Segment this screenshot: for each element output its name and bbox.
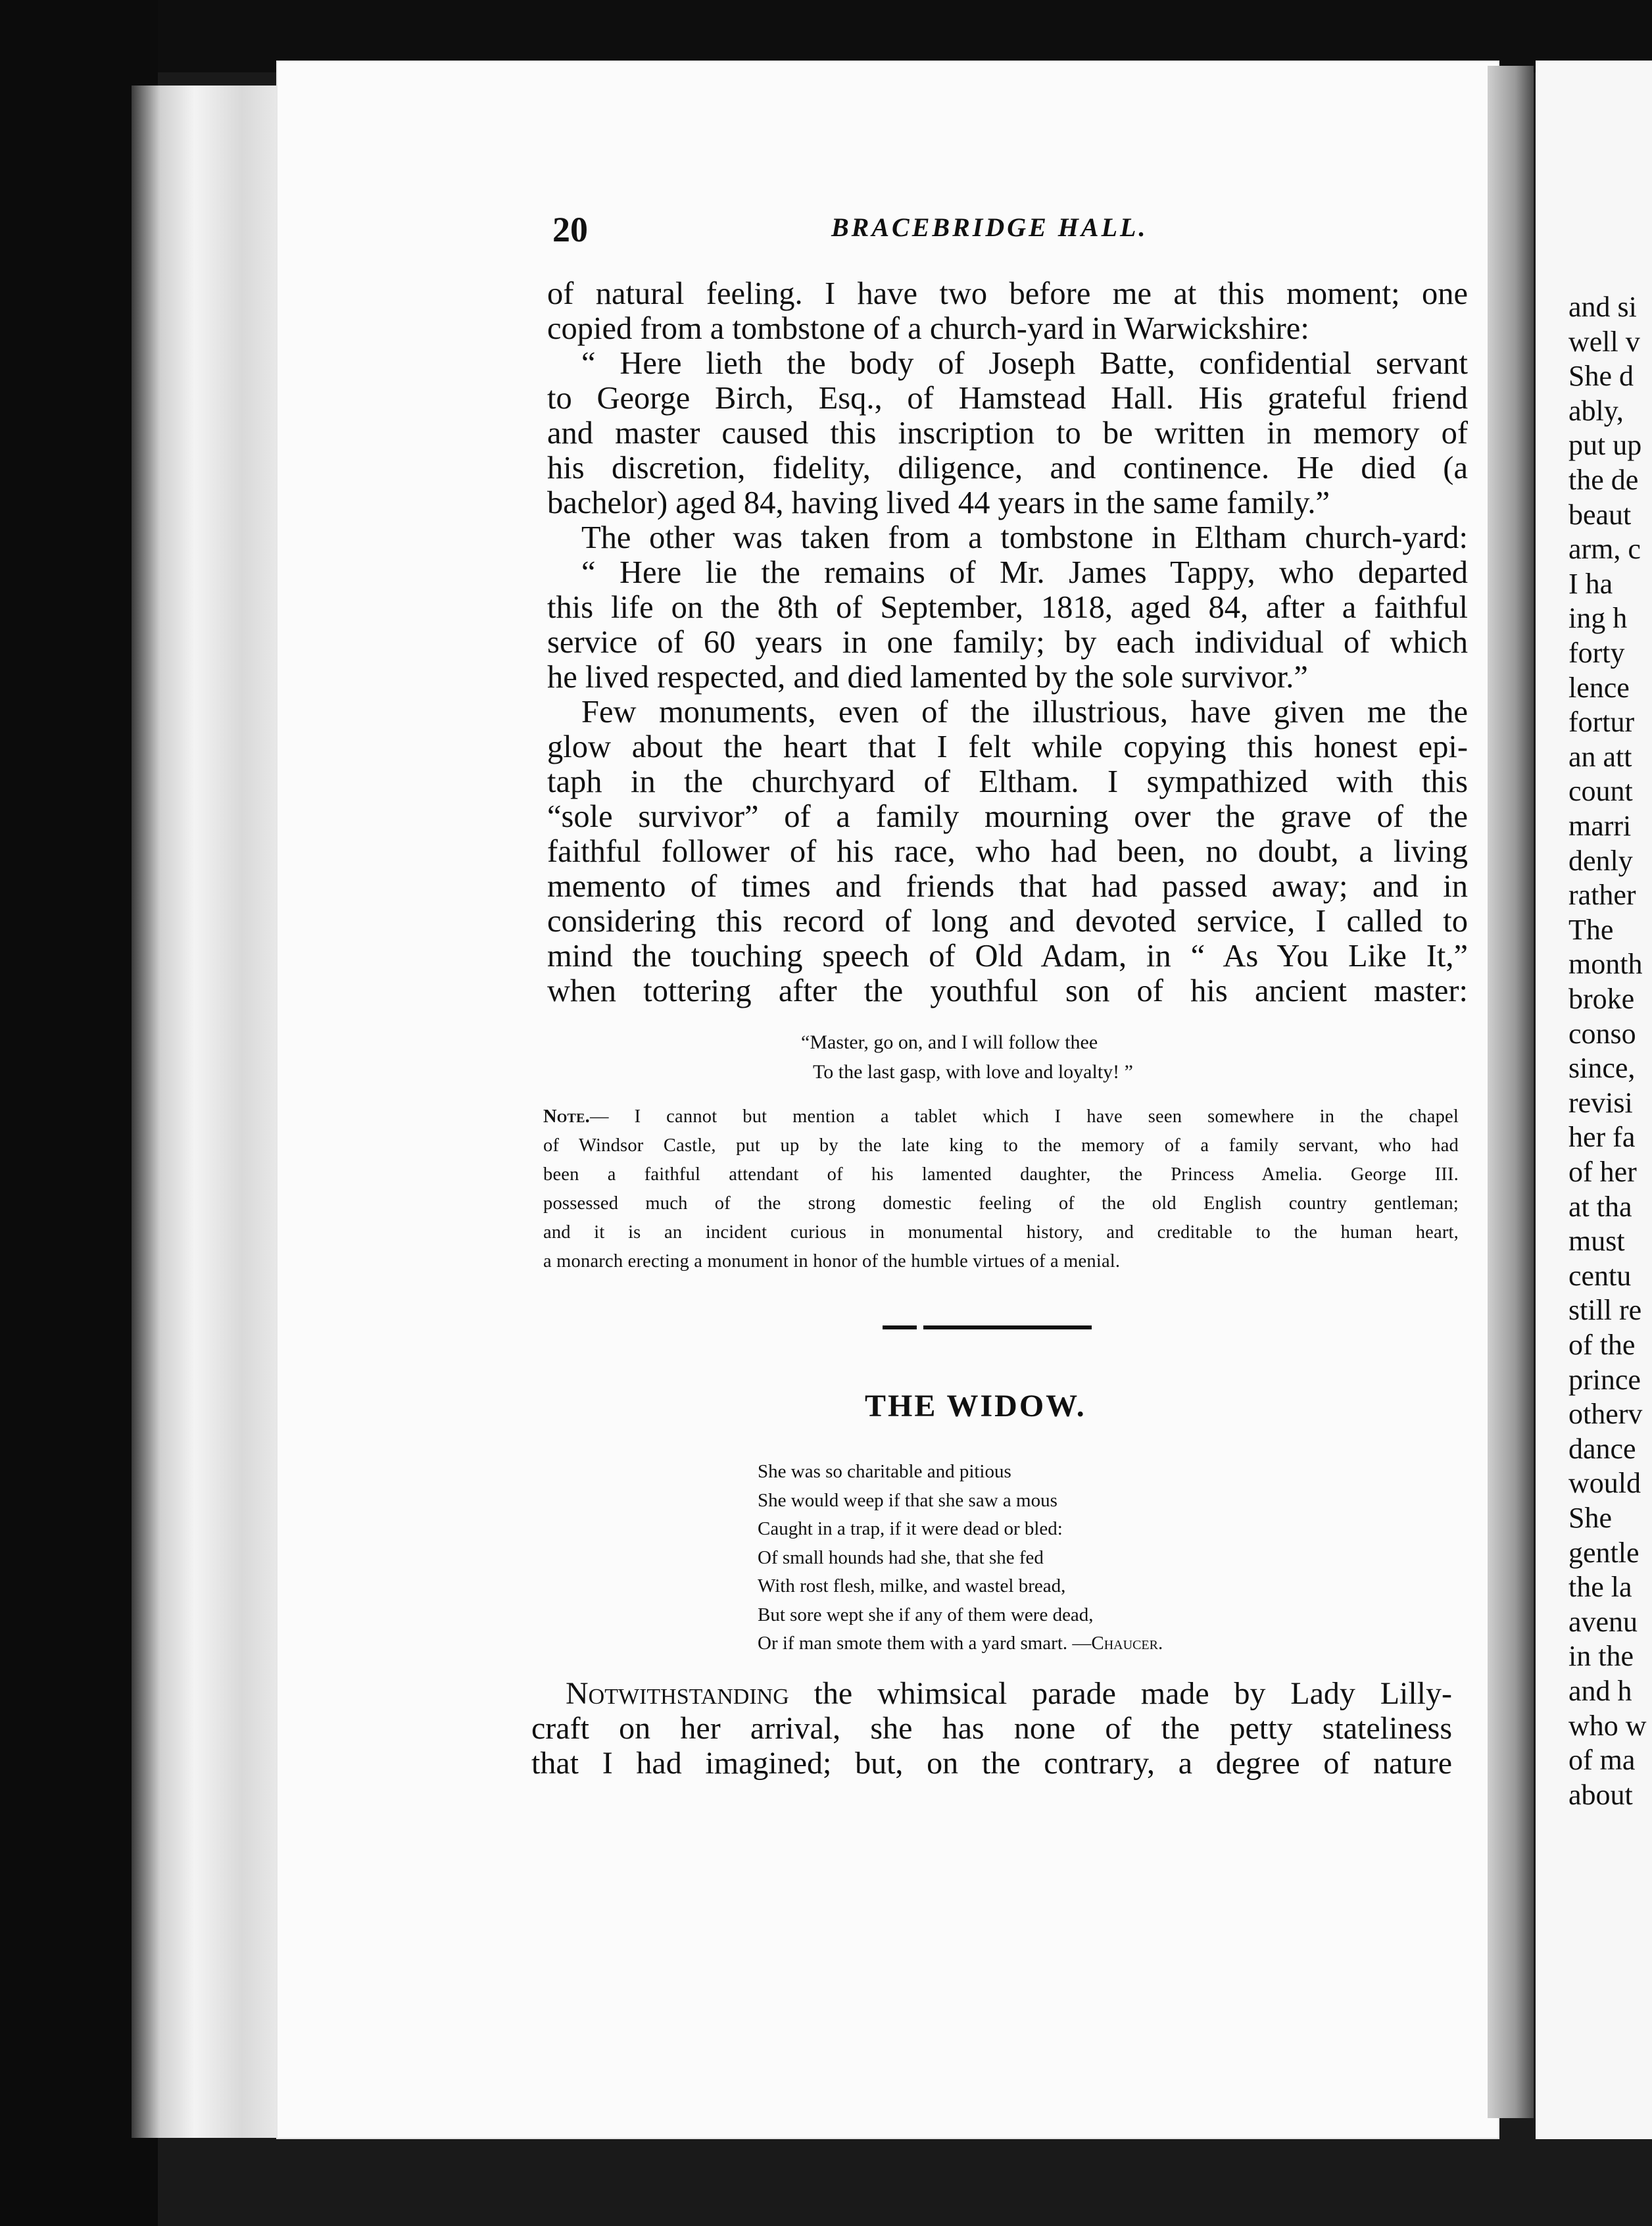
body-line: memento of times and friends that had passed away; and in: [547, 869, 1468, 904]
facing-page-line: centu: [1568, 1259, 1632, 1292]
facing-page-line: of the: [1568, 1329, 1636, 1361]
running-title: BRACEBRIDGE HALL.: [831, 212, 1148, 242]
epigraph-line: Of small hounds had she, that she fed: [758, 1546, 1044, 1568]
section-divider-long: [923, 1325, 1092, 1329]
body-line: glow about the heart that I felt while copying this honest epi-: [547, 730, 1468, 764]
body-line: “sole survivor” of a family mourning over the grave of the: [547, 799, 1468, 834]
epigraph-line: With rost flesh, milke, and wastel bread,: [758, 1575, 1066, 1596]
facing-page-line: broke: [1568, 983, 1635, 1015]
opening-line: that I had imagined; but, on the contrary, a degree of nature: [531, 1746, 1452, 1781]
book-spine: [132, 86, 289, 2138]
facing-page-line: avenu: [1568, 1605, 1638, 1638]
chapter-opening: [531, 1676, 1452, 1781]
body-line: Few monuments, even of the illustrious, have given me the: [581, 695, 1468, 730]
facing-page-line: in the: [1568, 1640, 1634, 1673]
note-line: and it is an incident curious in monumental history, and creditable to the human heart,: [543, 1222, 1459, 1243]
quoted-verse: [801, 1027, 1301, 1087]
facing-page-line: count: [1568, 775, 1633, 808]
epigraph-line: [758, 1629, 1349, 1658]
body-line: copied from a tombstone of a church-yard in Warwickshire:: [547, 311, 1309, 346]
body-line: The other was taken from a tombstone in Eltham church-yard:: [581, 520, 1468, 555]
running-header: [552, 209, 1460, 249]
facing-page-line: at tha: [1568, 1190, 1632, 1223]
facing-page-line: She d: [1568, 360, 1634, 393]
body-line: considering this record of long and devoted service, I called to: [547, 904, 1468, 939]
facing-page-line: would: [1568, 1467, 1641, 1500]
body-line: his discretion, fidelity, diligence, and continence. He died (a: [547, 451, 1468, 485]
facing-page-line: otherv: [1568, 1398, 1643, 1431]
page-number: 20: [552, 210, 588, 249]
body-line: service of 60 years in one family; by each individual of which: [547, 625, 1468, 660]
facing-page-line: gentle: [1568, 1536, 1640, 1569]
facing-page-line: conso: [1568, 1017, 1636, 1050]
facing-page-line: dance: [1568, 1432, 1636, 1465]
body-text: [547, 276, 1468, 1008]
facing-page-line: revisi: [1568, 1086, 1633, 1119]
opening-word: Notwithstanding: [566, 1676, 789, 1711]
body-line: he lived respected, and died lamented by the sole survivor.”: [547, 660, 1308, 695]
facing-page-line: her fa: [1568, 1121, 1636, 1154]
note-line: possessed much of the strong domestic feeling of the old English country gentleman;: [543, 1193, 1459, 1214]
facing-page-line: denly: [1568, 844, 1633, 877]
facing-page-line: forty: [1568, 637, 1625, 669]
note-line: been a faithful attendant of his lamented daughter, the Princess Amelia. George III.: [543, 1164, 1459, 1185]
page-gutter-shadow: [1488, 66, 1534, 2118]
body-line: of natural feeling. I have two before me at this moment; one: [547, 276, 1468, 311]
body-line: “ Here lie the remains of Mr. James Tappy, who departed: [581, 555, 1468, 590]
facing-page-line: who w: [1568, 1709, 1647, 1742]
opening-text: the whimsical parade made by Lady Lilly-: [789, 1676, 1452, 1711]
facing-page-line: fortur: [1568, 706, 1635, 739]
note-line: [543, 1102, 1459, 1131]
facing-page-line: about: [1568, 1778, 1633, 1811]
verse-line: “Master, go on, and I will follow thee: [801, 1031, 1098, 1053]
facing-page-line: The: [1568, 913, 1614, 946]
epigraph-attribution: Chaucer.: [1091, 1633, 1163, 1654]
facing-page-line: She: [1568, 1502, 1612, 1534]
facing-page-line: of ma: [1568, 1744, 1636, 1777]
facing-page-line: well v: [1568, 325, 1640, 358]
body-line: when tottering after the youthful son of his ancient master:: [547, 974, 1468, 1008]
facing-page-line: and h: [1568, 1675, 1632, 1707]
opening-line: craft on her arrival, she has none of the petty stateliness: [531, 1711, 1452, 1746]
body-line: bachelor) aged 84, having lived 44 years in the same family.”: [547, 485, 1330, 520]
epigraph-line: She would weep if that she saw a mous: [758, 1489, 1057, 1511]
body-line: taph in the churchyard of Eltham. I sympathized with this: [547, 764, 1468, 799]
facing-page-line: must: [1568, 1225, 1625, 1258]
facing-page-line: rather: [1568, 879, 1636, 912]
facing-page-line: put up: [1568, 429, 1642, 462]
body-line: mind the touching speech of Old Adam, in “ As You Like It,”: [547, 939, 1468, 974]
facing-page-line: since,: [1568, 1052, 1636, 1085]
facing-page-line: the de: [1568, 464, 1639, 496]
facing-page-line: ing h: [1568, 602, 1628, 635]
facing-page-line: beaut: [1568, 498, 1632, 531]
body-line: this life on the 8th of September, 1818, aged 84, after a faithful: [547, 590, 1468, 625]
facing-page-line: marri: [1568, 810, 1632, 842]
facing-page-line: lence: [1568, 671, 1630, 704]
footnote: [543, 1102, 1459, 1276]
facing-page-line: I ha: [1568, 567, 1613, 600]
facing-page-line: prince: [1568, 1363, 1641, 1396]
chapter-title: THE WIDOW.: [865, 1389, 1086, 1423]
body-line: “ Here lieth the body of Joseph Batte, confidential servant: [581, 346, 1468, 381]
epigraph-line: Caught in a trap, if it were dead or bled:: [758, 1518, 1063, 1539]
facing-page-line: ably,: [1568, 394, 1624, 427]
note-label: Note.: [543, 1106, 590, 1127]
facing-page-line: still re: [1568, 1294, 1642, 1327]
verse-line: To the last gasp, with love and loyalty! ”: [813, 1061, 1133, 1083]
facing-page-line: month: [1568, 948, 1643, 981]
facing-page-line: of her: [1568, 1156, 1637, 1188]
epigraph: [758, 1458, 1349, 1658]
note-line: a monarch erecting a monument in honor of the humble virtues of a menial.: [543, 1251, 1121, 1272]
facing-page-line: and si: [1568, 291, 1637, 323]
body-line: and master caused this inscription to be written in memory of: [547, 416, 1468, 451]
facing-page-line: the la: [1568, 1571, 1632, 1604]
facing-page-line: an att: [1568, 740, 1632, 773]
note-line: of Windsor Castle, put up by the late king to the memory of a family servant, who had: [543, 1135, 1459, 1156]
epigraph-line: But sore wept she if any of them were dead,: [758, 1604, 1094, 1625]
facing-page-line: arm, c: [1568, 533, 1641, 566]
epigraph-last-text: Or if man smote them with a yard smart. —: [758, 1633, 1092, 1654]
facing-page-fragment: [1536, 61, 1652, 2139]
note-text: — I cannot but mention a tablet which I have seen somewhere in the chapel: [589, 1106, 1459, 1127]
section-divider-short: [883, 1325, 917, 1329]
opening-line: [531, 1676, 1452, 1711]
body-line: to George Birch, Esq., of Hamstead Hall. His grateful friend: [547, 381, 1468, 416]
epigraph-line: She was so charitable and pitious: [758, 1461, 1011, 1482]
body-line: faithful follower of his race, who had been, no doubt, a living: [547, 834, 1468, 869]
